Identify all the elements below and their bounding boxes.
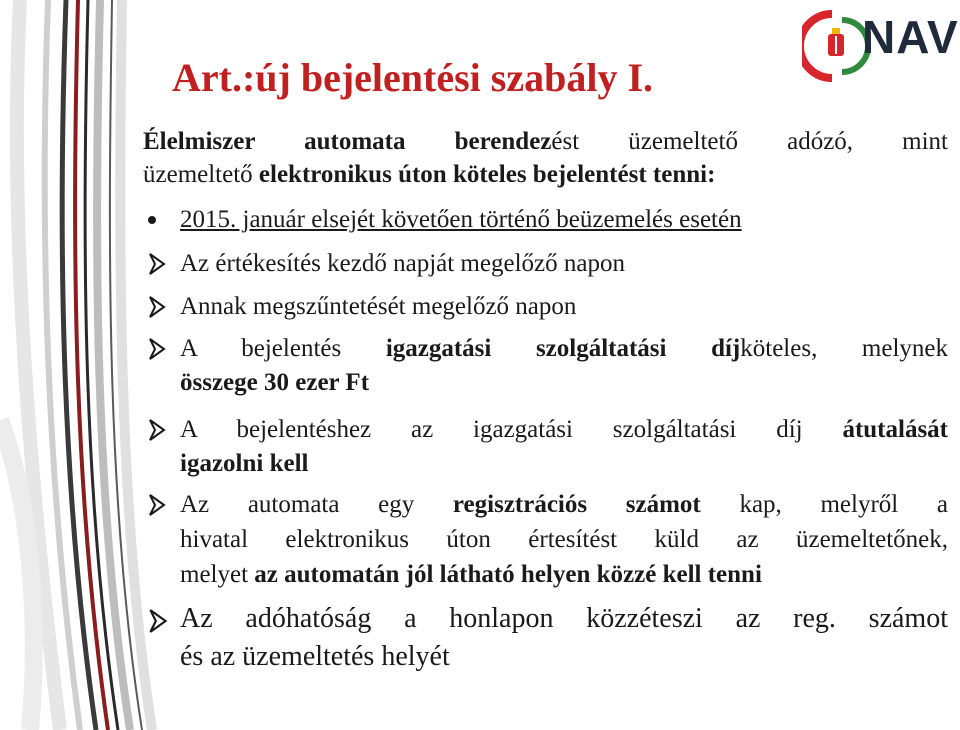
intro-bold-1: Élelmiszer automata berendez xyxy=(143,128,552,155)
item-5-line-3 xyxy=(180,560,762,590)
item-5-line-2: hivatal elektronikus úton értesítést küld az üzemeltetőnek, xyxy=(180,526,948,553)
arrowhead-bullet xyxy=(148,493,166,517)
intro-bold-2: elektronikus úton köteles bejelentést tenni: xyxy=(258,161,716,188)
item-3-line-1 xyxy=(180,334,948,364)
arrowhead-bullet xyxy=(148,608,168,634)
item-4-line-2: igazolni kell xyxy=(180,450,309,477)
item-4-line-1 xyxy=(180,415,948,445)
item-5-bold-1: regisztrációs számot xyxy=(452,491,701,518)
item-3-line-2: összege 30 ezer Ft xyxy=(180,369,370,396)
intro-text-2: üzemeltető xyxy=(143,161,259,188)
item-5-text-2: kap, melyről a xyxy=(700,491,948,518)
item-5-text-1: Az automata egy xyxy=(180,491,453,518)
intro-line-2 xyxy=(143,160,715,190)
nav-logo-text: NAV xyxy=(862,11,959,63)
arrowhead-bullet xyxy=(148,252,166,276)
disc-bullet xyxy=(148,216,156,224)
item-5-text-3: melyet xyxy=(180,561,255,588)
arrowhead-bullet xyxy=(148,337,166,361)
intro-text-1: ést üzemeltető adózó, mint xyxy=(551,128,949,155)
item-4-bold-1: átutalását xyxy=(842,416,948,443)
slide-title: Art.:új bejelentési szabály I. xyxy=(172,55,654,100)
item-4-text-1: A bejelentéshez az igazgatási szolgáltatási díj xyxy=(180,416,843,443)
item-1-text: Az értékesítés kezdő napját megelőző napon xyxy=(180,250,625,277)
item-3-text-1: A bejelentés xyxy=(180,335,386,362)
item-3-text-2: köteles, melynek xyxy=(740,335,948,362)
item-3-bold-1: igazgatási szolgáltatási díj xyxy=(385,335,741,362)
item-5-bold-3: az automatán jól látható helyen közzé kell tenni xyxy=(254,561,762,588)
item-5-line-1 xyxy=(180,490,948,520)
arrowhead-bullet xyxy=(148,418,166,442)
intro-line-1 xyxy=(143,127,948,157)
item-2-text: Annak megszűntetését megelőző napon xyxy=(180,293,577,320)
item-6-line-1: Az adóhatóság a honlapon közzéteszi az reg. számot xyxy=(180,603,948,634)
bullet-line-1: 2015. január elsejét követően történő beüzemelés esetén xyxy=(180,206,742,233)
item-6-line-2: és az üzemeltetés helyét xyxy=(180,641,450,672)
arrowhead-bullet xyxy=(148,295,166,319)
